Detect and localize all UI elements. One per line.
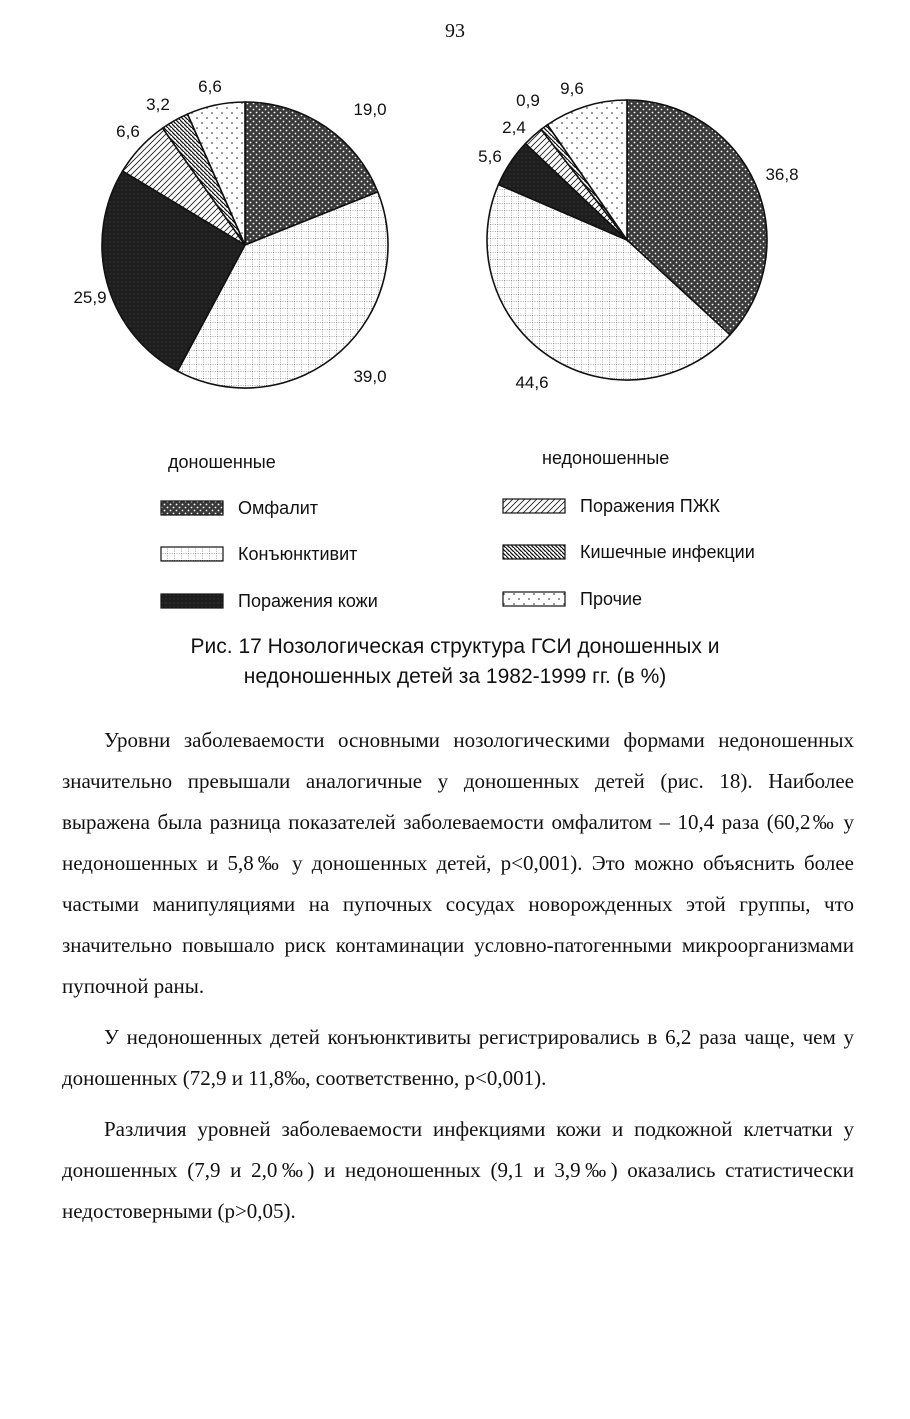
legend-title-preterm: недоношенные [542, 448, 670, 468]
pie-label-pzhk: 6,6 [116, 122, 140, 141]
legend-label-other: Прочие [580, 588, 643, 609]
pie-label-conjunctivitis: 39,0 [353, 367, 387, 386]
pie-label-omphalitis: 36,8 [765, 165, 799, 184]
body-text [62, 720, 854, 1242]
pie-label-other: 6,6 [198, 77, 222, 96]
figure-caption-line-2: недоношенных детей за 1982-1999 гг. (в %) [243, 665, 667, 688]
pie-label-other: 9,6 [560, 79, 584, 98]
legend-swatch-omphalitis [160, 500, 224, 516]
legend-swatch-other [502, 591, 566, 607]
legend-item-pzhk [502, 495, 720, 517]
legend-swatch-conjunctivitis [160, 546, 224, 562]
pie-label-skin: 5,6 [478, 147, 502, 166]
pie-label-conjunctivitis: 44,6 [515, 373, 549, 392]
figure-caption-line-1: Рис. 17 Нозологическая структура ГСИ доношенных и [190, 635, 720, 658]
pie-label-skin: 25,9 [73, 288, 107, 307]
legend-label-omphalitis: Омфалит [238, 497, 318, 518]
paragraph-2: У недоношенных детей конъюнктивиты регистрировались в 6,2 раза чаще, чем у доношенных (72,9 и 11,8‰, соответственно, p<0,001). [62, 1025, 854, 1090]
pie-chart-term [73, 77, 388, 388]
legend-label-skin: Поражения кожи [238, 590, 378, 611]
legend-title-term: доношенные [168, 452, 276, 472]
pie-label-omphalitis: 19,0 [353, 100, 387, 119]
legend-swatch-skin [160, 593, 224, 609]
legend-item-conjunctivitis [160, 543, 357, 565]
page-number: 93 [445, 20, 465, 42]
legend-swatch-pzhk [502, 498, 566, 514]
paragraph-1: Уровни заболеваемости основными нозологическими формами недоношенных значительно превышали аналогичные у доношенных детей (рис. 18). Наиболее выражена была разница показателей заболеваемости омфалитом – 10,4 раза (60,2‰ у недоношенных и 5,8‰ у доношенных детей, p<0,001). Это можно объяснить более частыми манипуляциями на пупочных сосудах новорожденных этой группы, что значительно повышало риск контаминации условно-патогенными микроорганизмами пупочной раны. [62, 728, 854, 998]
figure-caption [0, 632, 910, 692]
legend-label-intestinal: Кишечные инфекции [580, 541, 755, 562]
pie-label-intestinal: 3,2 [146, 95, 170, 114]
paragraph-3: Различия уровней заболеваемости инфекциями кожи и подкожной клетчатки у доношенных (7,9 и 2,0‰) и недоношенных (9,1 и 3,9‰) оказались статистически недостоверными (p>0,05). [62, 1117, 854, 1223]
pie-chart-preterm [478, 79, 798, 392]
legend-swatch-intestinal [502, 544, 566, 560]
legend-label-conjunctivitis: Конъюнктивит [238, 543, 358, 564]
pie-charts [0, 0, 910, 440]
legend-item-other [502, 588, 642, 610]
legend-label-pzhk: Поражения ПЖК [580, 495, 720, 516]
pie-label-intestinal: 0,9 [516, 91, 540, 110]
legend-item-omphalitis [160, 497, 318, 519]
pie-label-pzhk: 2,4 [502, 118, 526, 137]
legend-item-intestinal [502, 541, 755, 563]
legend-item-skin [160, 590, 378, 612]
